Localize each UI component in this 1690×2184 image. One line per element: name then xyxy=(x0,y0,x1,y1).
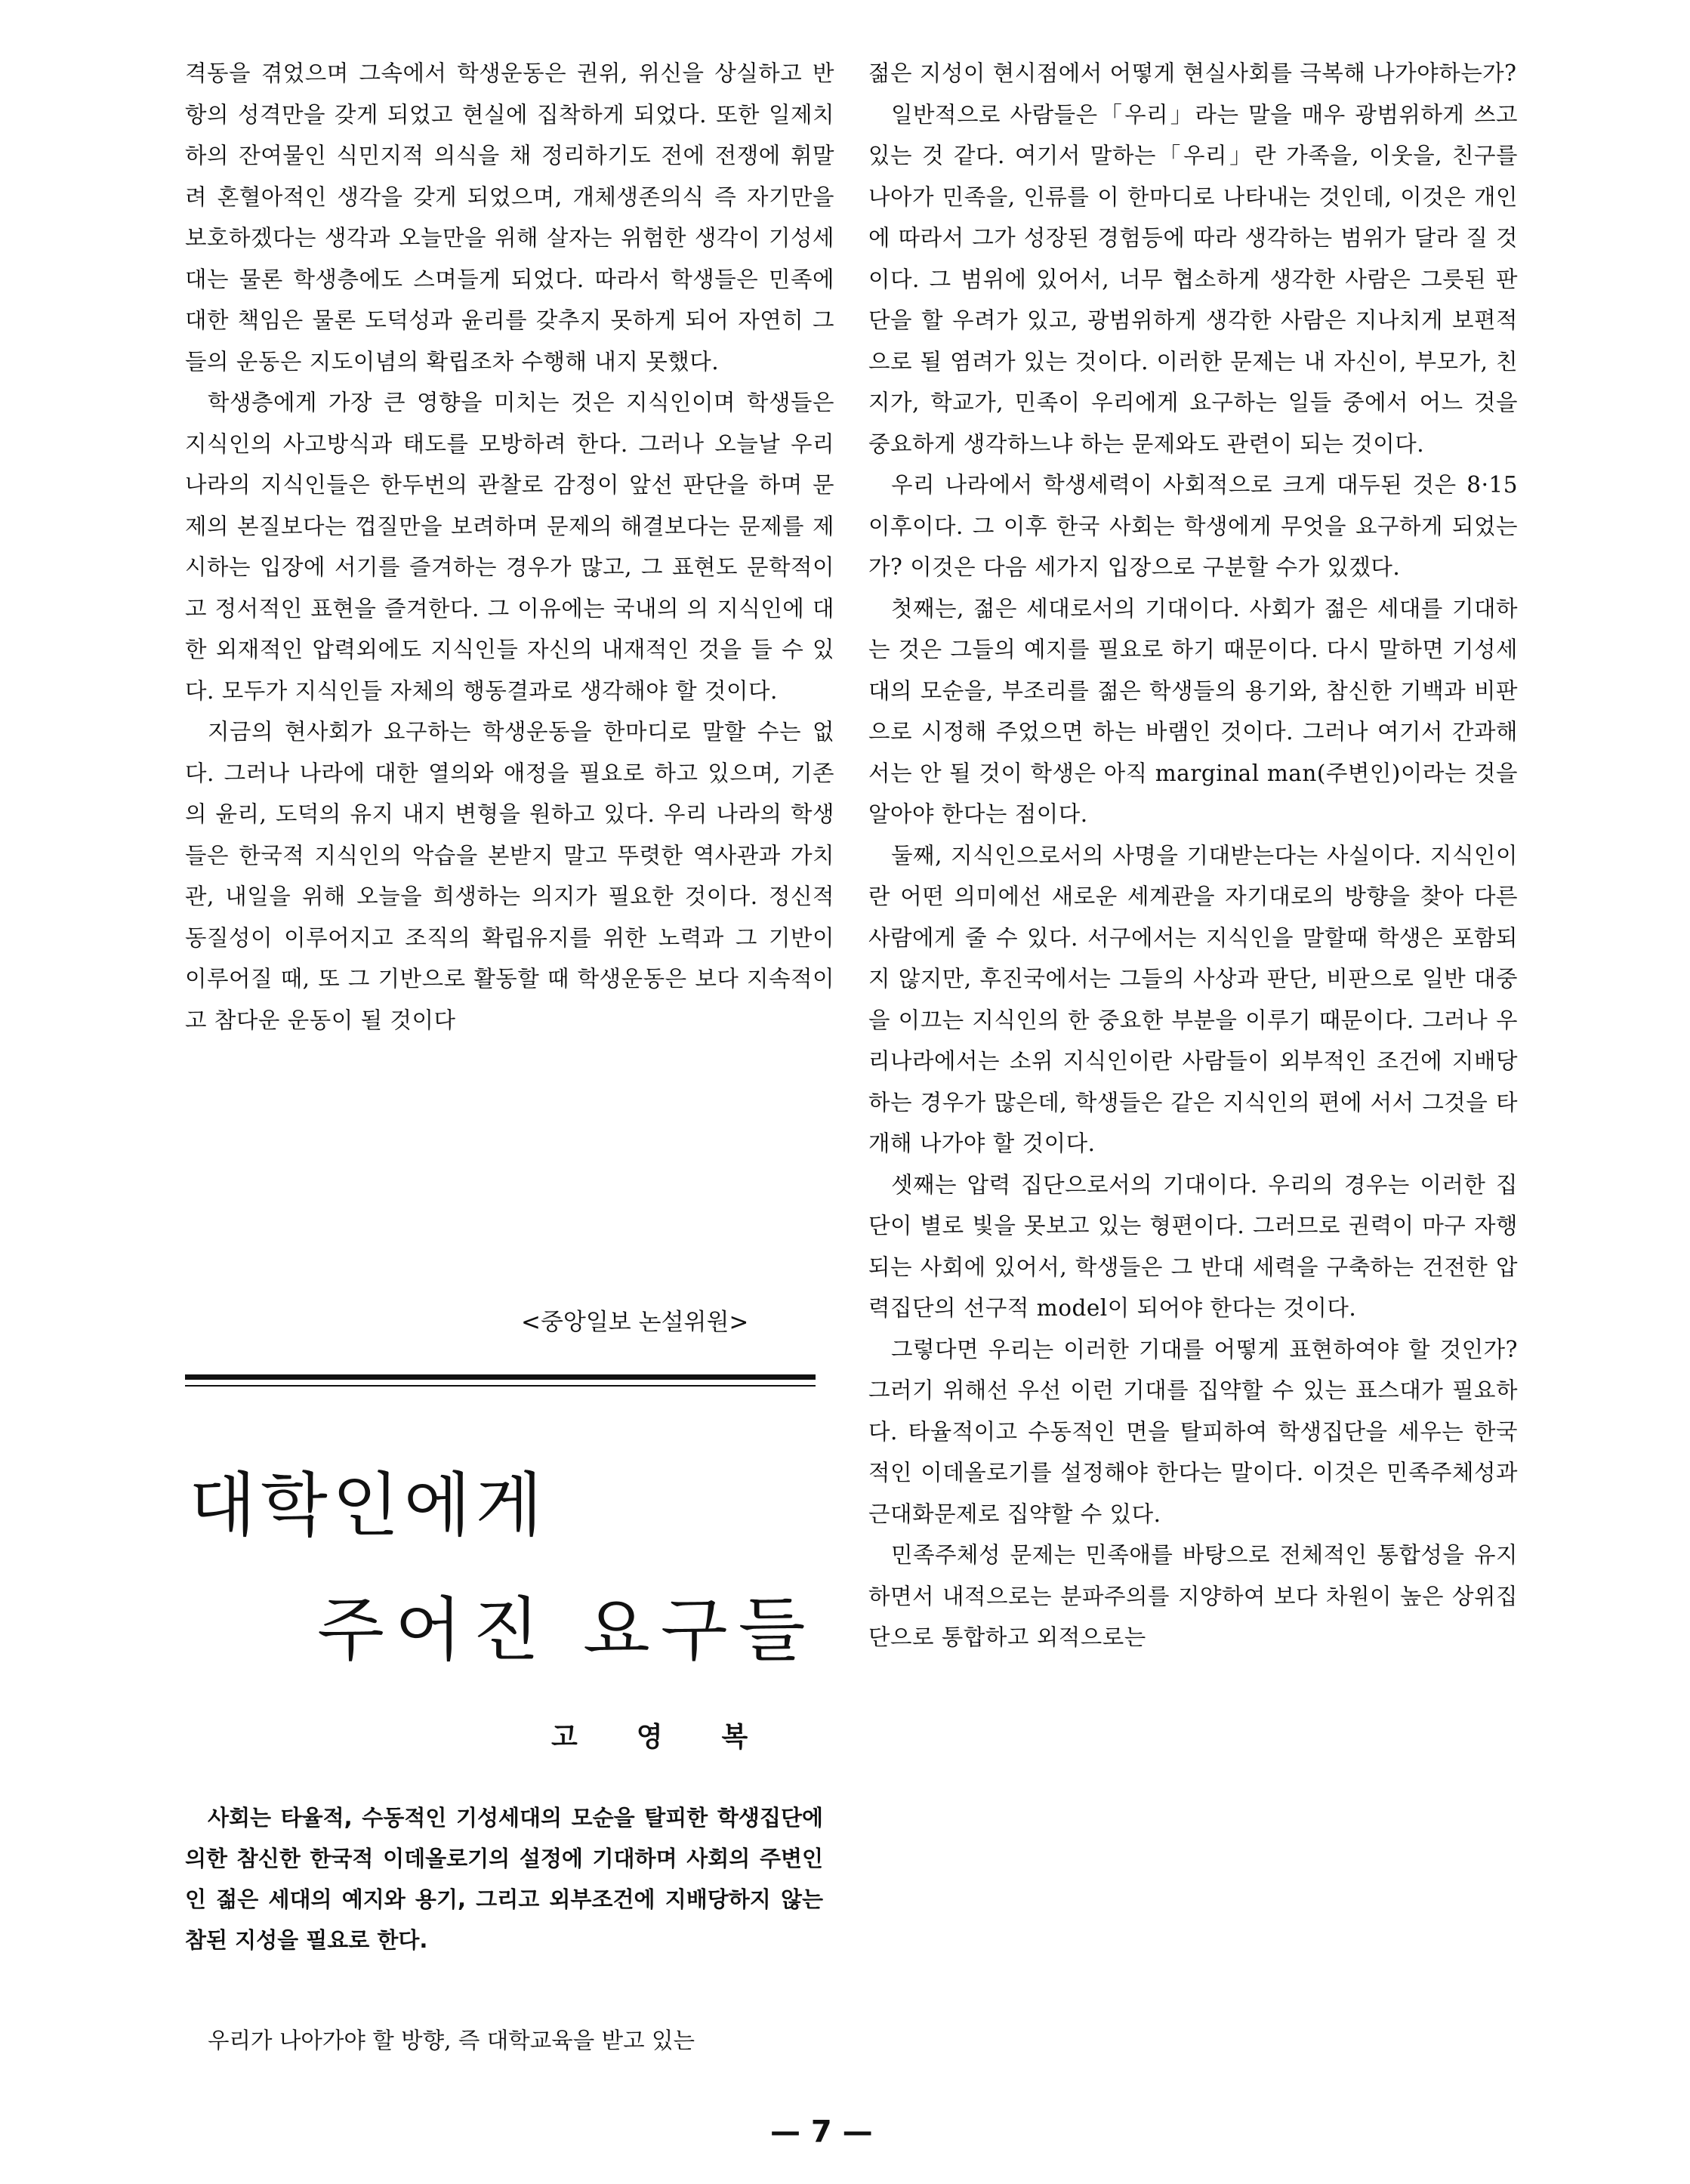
right-paragraph-4: 첫째는, 젊은 세대로서의 기대이다. 사회가 젊은 세대를 기대하는 것은 그들의 예지를 필요로 하기 때문이다. 다시 말하면 기성세대의 모순을, 부조리를 젊은 학생들의 용기와, 참신한 기백과 비판으로 시정해 주었으면 하는 바램인 것이다. 그러나 여기서 간과해서는 안 될 것이 학생은 아직 marginal man(주변인)이라는 것을 알아야 한다는 점이다. xyxy=(868,595,1518,827)
right-paragraph-3: 우리 나라에서 학생세력이 사회적으로 크게 대두된 것은 8·15이후이다. 그 이후 한국 사회는 학생에게 무엇을 요구하게 되었는가? 이것은 다음 세가지 입장으로 구분할 수가 있겠다. xyxy=(868,472,1518,580)
right-paragraph-1: 젊은 지성이 현시점에서 어떻게 현실사회를 극복해 나가야하는가? xyxy=(868,60,1517,86)
article-title-line-1: 대학인에게 xyxy=(189,1465,547,1546)
left-paragraph-2: 학생층에게 가장 큰 영향을 미치는 것은 지식인이며 학생들은 지식인의 사고방식과 태도를 모방하려 한다. 그러나 오늘날 우리나라의 지식인들은 한두번의 관찰로 감정이 앞선 판단을 하며 문제의 본질보다는 껍질만을 보려하며 문제의 해결보다는 문제를 제시하는 입장에 서기를 즐겨하는 경우가 많고, 그 표현도 문학적이고 정서적인 표현을 즐겨한다. 그 이유에는 국내의 의 지식인에 대한 외재적인 압력외에도 지식인들 자신의 내재적인 것을 들 수 있다. 모두가 지식인들 자체의 행동결과로 생각해야 할 것이다. xyxy=(185,390,834,704)
section-divider-thin xyxy=(185,1385,816,1387)
right-paragraph-8: 민족주체성 문제는 민족애를 바탕으로 전체적인 통합성을 유지하면서 내적으로는 분파주의를 지양하여 보다 차원이 높은 상위집단으로 통합하고 외적으로는 xyxy=(868,1542,1518,1650)
article-author: 고영복 xyxy=(551,1722,807,1753)
article-abstract: 사회는 타율적, 수동적인 기성세대의 모순을 탈피한 학생집단에 의한 참신한 한국적 이데올로기의 설정에 기대하며 사회의 주변인인 젊은 세대의 예지와 용기, 그리고 외부조건에 지배당하지 않는 참된 지성을 필요로 한다. xyxy=(185,1805,823,1953)
article-title-line-2: 주어진 요구들 xyxy=(317,1590,816,1670)
right-paragraph-7: 그렇다면 우리는 이러한 기대를 어떻게 표현하여야 할 것인가? 그러기 위해선 우선 이런 기대를 집약할 수 있는 표스대가 필요하다. 타율적이고 수동적인 면을 탈피하여 학생집단을 세우는 한국적인 이데올로기를 설정해야 한다는 말이다. 이것은 민족주체성과 근대화문제로 집약할 수 있다. xyxy=(868,1336,1518,1527)
right-paragraph-5: 둘째, 지식인으로서의 사명을 기대받는다는 사실이다. 지식인이란 어떤 의미에선 새로운 세계관을 자기대로의 방향을 찾아 다른 사람에게 줄 수 있다. 서구에서는 지식인을 말할때 학생은 포함되지 않지만, 후진국에서는 그들의 사상과 판단, 비판으로 일반 대중을 이끄는 지식인의 한 중요한 부분을 이루기 때문이다. 그러나 우리나라에서는 소위 지식인이란 사람들이 외부적인 조건에 지배당하는 경우가 많은데, 학생들은 같은 지식인의 편에 서서 그것을 타개해 나가야 할 것이다. xyxy=(868,842,1518,1156)
left-column xyxy=(185,53,834,1041)
article-intro-line: 우리가 나아가야 할 방향, 즉 대학교육을 받고 있는 xyxy=(208,2028,695,2053)
author-affiliation: <중앙일보 논설위원> xyxy=(521,1309,749,1336)
right-paragraph-6: 셋째는 압력 집단으로서의 기대이다. 우리의 경우는 이러한 집단이 별로 빛을 못보고 있는 형편이다. 그러므로 권력이 마구 자행되는 사회에 있어서, 학생들은 그 반대 세력을 구축하는 건전한 압력집단의 선구적 model이 되어야 한다는 것이다. xyxy=(868,1171,1518,1321)
left-paragraph-1: 격동을 겪었으며 그속에서 학생운동은 권위, 위신을 상실하고 반항의 성격만을 갖게 되었고 현실에 집착하게 되었다. 또한 일제치하의 잔여물인 식민지적 의식을 채 정리하기도 전에 전쟁에 휘말려 혼혈아적인 생각을 갖게 되었으며, 개체생존의식 즉 자기만을 보호하겠다는 생각과 오늘만을 위해 살자는 위험한 생각이 기성세대는 물론 학생층에도 스며들게 되었다. 따라서 학생들은 민족에 대한 책임은 물론 도덕성과 윤리를 갖추지 못하게 되어 자연히 그들의 운동은 지도이념의 확립조차 수행해 내지 못했다. xyxy=(185,60,834,375)
section-divider-thick xyxy=(185,1374,816,1380)
right-column xyxy=(868,53,1518,1658)
left-paragraph-3: 지금의 현사회가 요구하는 학생운동을 한마디로 말할 수는 없다. 그러나 나라에 대한 열의와 애정을 필요로 하고 있으며, 기존의 윤리, 도덕의 유지 내지 변형을 원하고 있다. 우리 나라의 학생들은 한국적 지식인의 악습을 본받지 말고 뚜렷한 역사관과 가치관, 내일을 위해 오늘을 희생하는 의지가 필요한 것이다. 정신적 동질성이 이루어지고 조직의 확립유지를 위한 노력과 그 기반이 이루어질 때, 또 그 기반으로 활동할 때 학생운동은 보다 지속적이고 참다운 운동이 될 것이다 xyxy=(185,719,834,1033)
page-number: — 7 — xyxy=(770,2115,873,2149)
right-paragraph-2: 일반적으로 사람들은「우리」라는 말을 매우 광범위하게 쓰고 있는 것 같다. 여기서 말하는「우리」란 가족을, 이웃을, 친구를 나아가 민족을, 인류를 이 한마디로 나타내는 것인데, 이것은 개인에 따라서 그가 성장된 경험등에 따라 생각하는 범위가 달라 질 것이다. 그 범위에 있어서, 너무 협소하게 생각한 사람은 그릇된 판단을 할 우려가 있고, 광범위하게 생각한 사람은 지나치게 보편적으로 될 염려가 있는 것이다. 이러한 문제는 내 자신이, 부모가, 친지가, 학교가, 민족이 우리에게 요구하는 일들 중에서 어느 것을 중요하게 생각하느냐 하는 문제와도 관련이 되는 것이다. xyxy=(868,101,1518,457)
